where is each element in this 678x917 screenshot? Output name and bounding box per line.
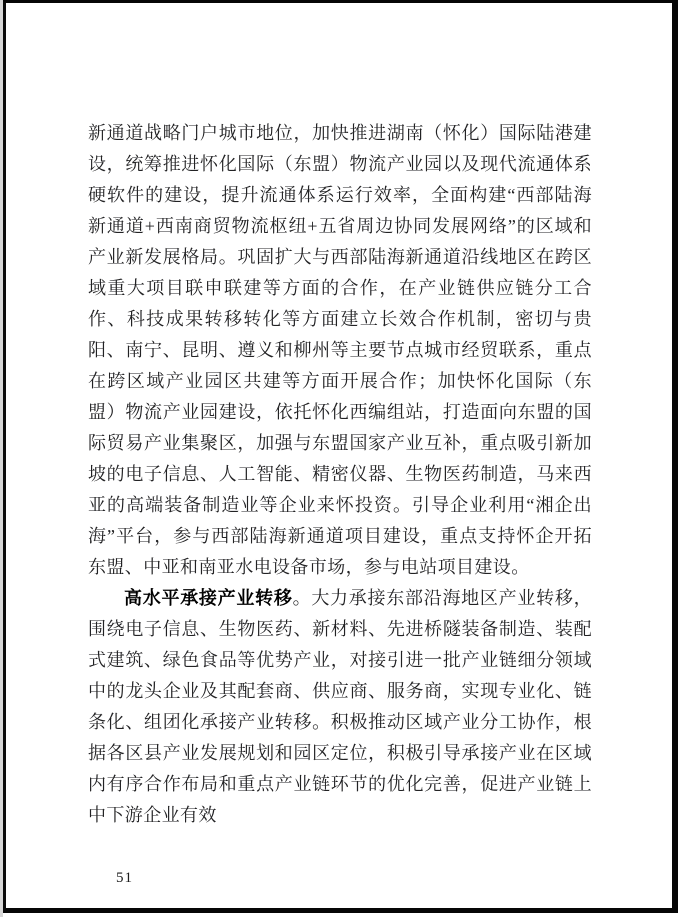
body-text — [88, 118, 592, 831]
paragraph-industry-transfer — [88, 583, 592, 831]
paragraph-body-text: 。大力承接东部沿海地区产业转移，围绕电子信息、生物医药、新材料、先进桥隧装备制造、装配式建筑、绿色食品等优势产业，对接引进一批产业链细分领域中的龙头企业及其配套商、供应商、服务商，实现专业化、链条化、组团化承接产业转移。积极推动区域产业分工协作，根据各区县产业发展规划和园区定位，积极引导承接产业在区域内有序合作布局和重点产业链环节的优化完善，促进产业链上中下游企业有效 — [88, 588, 592, 825]
page-number: 51 — [116, 870, 133, 886]
paragraph-lead-heading: 高水平承接产业转移 — [124, 588, 293, 608]
paragraph-continued: 新通道战略门户城市地位，加快推进湖南（怀化）国际陆港建设，统筹推进怀化国际（东盟）物流产业园以及现代流通体系硬软件的建设，提升流通体系运行效率，全面构建“西部陆海新通道+西南商贸物流枢纽+五省周边协同发展网络”的区域和产业新发展格局。巩固扩大与西部陆海新通道沿线地区在跨区域重大项目联申联建等方面的合作，在产业链供应链分工合作、科技成果转移转化等方面建立长效合作机制，密切与贵阳、南宁、昆明、遵义和柳州等主要节点城市经贸联系，重点在跨区域产业园区共建等方面开展合作；加快怀化国际（东盟）物流产业园建设，依托怀化西编组站，打造面向东盟的国际贸易产业集聚区，加强与东盟国家产业互补，重点吸引新加坡的电子信息、人工智能、精密仪器、生物医药制造，马来西亚的高端装备制造业等企业来怀投资。引导企业利用“湘企出海”平台，参与西部陆海新通道项目建设，重点支持怀企开拓东盟、中亚和南亚水电设备市场，参与电站项目建设。 — [88, 123, 592, 577]
